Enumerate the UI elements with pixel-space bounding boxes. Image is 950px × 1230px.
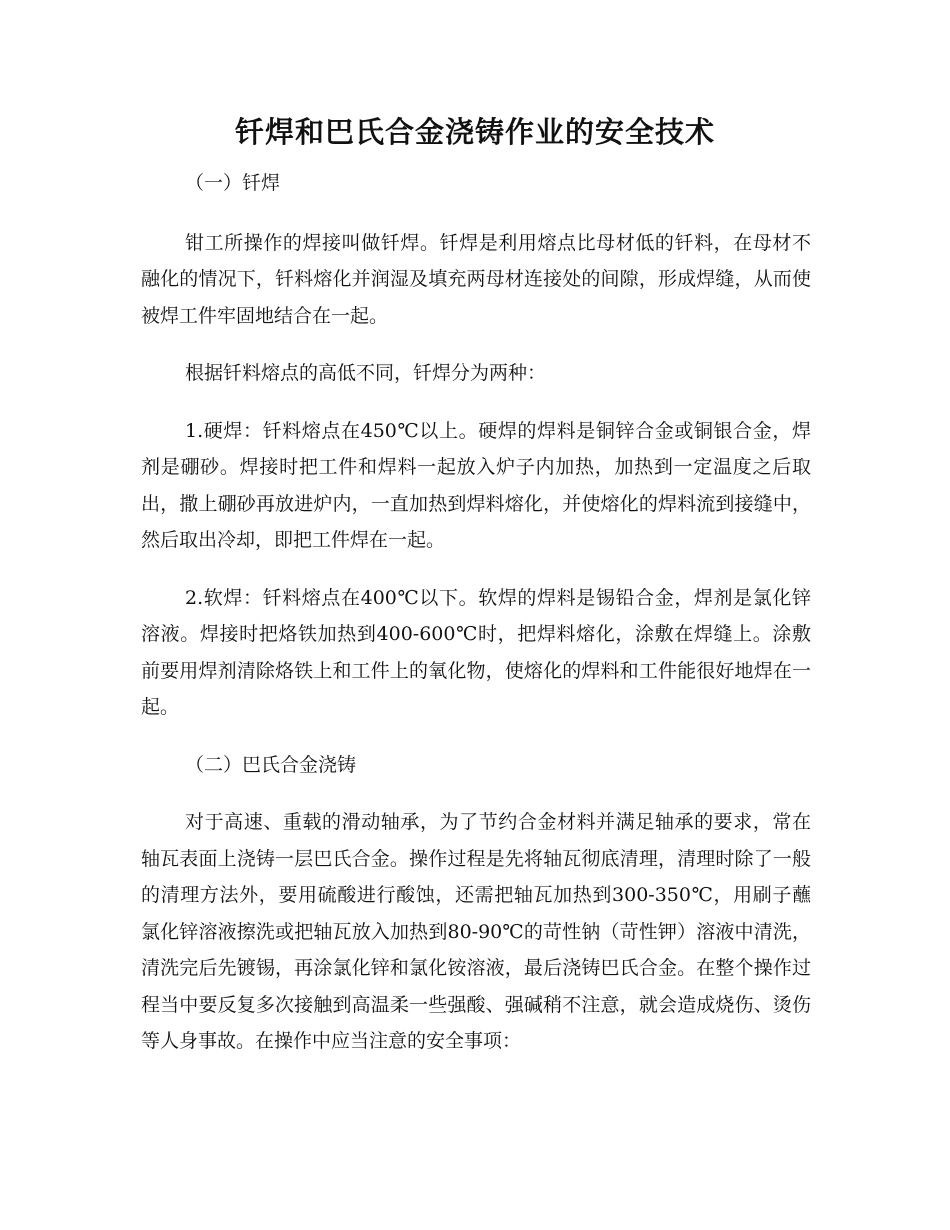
paragraph-hard-soldering: 1.硬焊：钎料熔点在450℃以上。硬焊的焊料是铜锌合金或铜银合金，焊剂是硼砂。焊接时把工件和焊料一起放入炉子内加热，加热到一定温度之后取出，撒上硼砂再放进炉内，一直加热到焊料熔化，并使熔化的焊料流到接缝中，然后取出冷却，即把工件焊在一起。 [141, 419, 811, 551]
paragraph-brazing-definition: 钳工所操作的焊接叫做钎焊。钎焊是利用熔点比母材低的钎料，在母材不融化的情况下，钎料熔化并润湿及填充两母材连接处的间隙，形成焊缝，从而使被焊工件牢固地结合在一起。 [141, 231, 811, 327]
document-title: 钎焊和巴氏合金浇铸作业的安全技术 [234, 115, 715, 149]
section-heading-babbitt-casting: （二）巴氏合金浇铸 [185, 753, 357, 776]
paragraph-brazing-types: 根据钎料熔点的高低不同，钎焊分为两种： [185, 362, 547, 384]
paragraph-soft-soldering: 2.软焊：钎料熔点在400℃以下。软焊的焊料是锡铅合金，焊剂是氯化锌溶液。焊接时把烙铁加热到400-600℃时，把焊料熔化，涂敷在焊缝上。涂敷前要用焊剂清除烙铁上和工件上的氧化物，使熔化的焊料和工件能很好地焊在一起。 [141, 586, 811, 718]
section-heading-brazing: （一）钎焊 [185, 172, 281, 194]
paragraph-babbitt-process: 对于高速、重载的滑动轴承，为了节约合金材料并满足轴承的要求，常在轴瓦表面上浇铸一层巴氏合金。操作过程是先将轴瓦彻底清理，清理时除了一般的清理方法外，要用硫酸进行酸蚀，还需把轴瓦加热到300-350℃，用刷子蘸氯化锌溶液擦洗或把轴瓦放入加热到80-90℃的苛性钠（苛性钾）溶液中清洗，清洗完后先镀锡，再涂氯化锌和氯化铵溶液，最后浇铸巴氏合金。在整个操作过程当中要反复多次接触到高温柔一些强酸、强碱稍不注意，就会造成烧伤、烫伤等人身事故。在操作中应当注意的安全事项： [141, 811, 811, 1052]
document-body [141, 165, 811, 1060]
